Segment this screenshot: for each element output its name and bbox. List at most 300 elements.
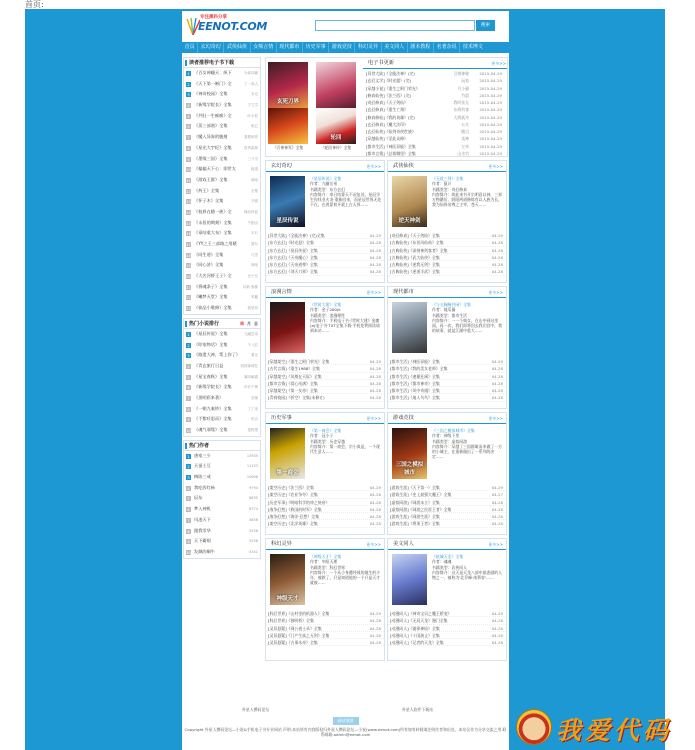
ebook-date: 2015-04-29	[479, 129, 502, 134]
section-list-item[interactable]	[266, 365, 384, 372]
list-item[interactable]	[184, 350, 260, 361]
item-meta: 9794	[249, 485, 258, 490]
section-list-item[interactable]	[388, 373, 506, 380]
section-date: 04-28	[491, 640, 503, 646]
list-item[interactable]	[184, 282, 260, 293]
book-info	[310, 554, 382, 591]
list-item[interactable]	[184, 472, 260, 483]
main-nav	[182, 42, 509, 53]
nav-item[interactable]: 名著杂说	[433, 42, 459, 53]
section-list-item[interactable]	[266, 261, 384, 268]
rank-badge: 4	[187, 485, 190, 491]
section-list-item[interactable]	[266, 513, 384, 520]
book-title[interactable]: 《三国之模拟城市》全集	[432, 428, 475, 433]
list-item[interactable]	[184, 100, 260, 111]
section-list-item[interactable]	[388, 499, 506, 506]
ebook-cover-item[interactable]	[316, 108, 356, 151]
section-entry: [战争幻想]《救国的时军》全集	[268, 506, 322, 512]
footer-link-forum[interactable]: 外星人攒码论坛	[242, 707, 270, 712]
item-meta: 板道	[251, 167, 258, 172]
section-more-link[interactable]: 更多>>	[488, 542, 503, 547]
nav-item[interactable]: 美文同人	[381, 42, 407, 53]
section-list-item[interactable]	[388, 506, 506, 513]
rank-badge: 5	[187, 496, 190, 502]
book-category: 书籍类型：科幻世界	[310, 564, 346, 570]
list-item[interactable]	[184, 111, 260, 122]
ebook-entry: [都市生活]《神医异能》全集	[366, 143, 416, 149]
item-title: 《游戏王群》全集	[194, 176, 228, 182]
item-title: 《侦品小歌修》全集	[194, 305, 232, 311]
section-list-item[interactable]	[388, 387, 506, 394]
section-list-item[interactable]	[388, 491, 506, 498]
section-more-link[interactable]: 更多>>	[488, 416, 503, 421]
nav-item[interactable]: 剧本教程	[407, 42, 433, 53]
list-item[interactable]	[184, 132, 260, 143]
section-list-item[interactable]	[266, 387, 384, 394]
section-entry: [穿越架空]《凤凰在天际》全集	[268, 373, 322, 379]
section-list-item[interactable]	[266, 520, 384, 527]
list-item[interactable]	[184, 425, 260, 436]
book-category: 书籍类型：历史穿越	[310, 438, 346, 444]
list-item[interactable]	[184, 382, 260, 393]
item-title: 《魔入异界的腹殖	[194, 134, 228, 140]
item-meta: 我是刘	[247, 306, 258, 311]
nav-item[interactable]: 技术博文	[459, 42, 485, 53]
rank-badge: 10	[186, 167, 191, 173]
section-list-item[interactable]	[266, 506, 384, 513]
footer-links	[182, 704, 509, 716]
book-title[interactable]: 《第一商会》全集	[310, 428, 342, 433]
footer-link-download[interactable]: 外星人软件下载站	[402, 707, 434, 712]
list-item[interactable]	[184, 451, 260, 462]
ebook-author: 玩家	[461, 78, 469, 84]
book-title[interactable]: 《无敌三剑》全集	[432, 176, 464, 181]
ebook-date: 2015-04-29	[479, 150, 502, 156]
section-entry: [游戏生涯]《天下第一》全集	[390, 485, 440, 490]
item-title: 《天下第一断门》全	[194, 80, 232, 86]
logo-text: EENOT.COM	[198, 20, 268, 33]
item-title: 《蒸三部曲》全集	[194, 123, 228, 129]
list-item[interactable]	[184, 329, 260, 340]
item-title: 《百女神翻天：纵下	[194, 70, 232, 75]
section-list-item[interactable]	[388, 247, 506, 254]
section-date: 04-28	[491, 521, 503, 527]
item-meta: 聂尔	[251, 242, 258, 246]
ebook-author: 豆割神秘	[453, 71, 469, 76]
section-date: 04-28	[369, 618, 381, 624]
item-meta: 8635	[249, 496, 258, 501]
section-list-item[interactable]	[266, 610, 384, 617]
book-info	[432, 428, 504, 465]
ebook-list-item[interactable]	[364, 77, 505, 84]
rank-badge: 3	[187, 353, 190, 359]
ebook-entry: [异世大陆]《全能法神》(完)	[366, 71, 415, 76]
book-cover	[392, 428, 427, 479]
list-item[interactable]	[184, 164, 260, 175]
item-title: 《魂气邪缘》全集	[194, 427, 228, 432]
section-date: 04-28	[491, 380, 503, 386]
ebook-list-item[interactable]	[364, 143, 505, 150]
nav-item[interactable]: 科幻灵异	[354, 42, 380, 53]
list-item[interactable]	[184, 121, 260, 132]
ebook-date: 2015-04-29	[479, 85, 502, 91]
section-list-item[interactable]	[266, 499, 384, 506]
section-date: 04-28	[369, 640, 381, 646]
ebook-date: 2015-04-29	[479, 114, 502, 120]
item-title: 《同心济》全集	[194, 262, 224, 268]
item-meta: 千八匹	[247, 342, 258, 347]
section-list-item[interactable]	[266, 491, 384, 498]
section-date: 04-29	[491, 611, 503, 616]
hot-tab[interactable]: 周	[240, 320, 244, 326]
ebook-author: 我叫张无	[453, 100, 469, 105]
rank-badge: 8	[187, 145, 190, 151]
section-list-item[interactable]	[388, 520, 506, 527]
list-item[interactable]	[184, 547, 260, 558]
section-date: 04-29	[369, 359, 381, 364]
featured-book[interactable]	[266, 298, 384, 358]
item-title: 《新缘学院长》全集	[194, 384, 232, 390]
book-author: 作者：金子200(k	[310, 307, 341, 313]
cover-label: 轮回	[330, 135, 342, 141]
section-more-link[interactable]: 更多>>	[366, 542, 381, 547]
rank-badge: 11	[186, 177, 191, 183]
item-meta: 凡雪	[251, 252, 258, 257]
rank-badge: 9	[187, 156, 190, 162]
section-list-item[interactable]	[266, 358, 384, 365]
ebook-list-item[interactable]	[364, 85, 505, 92]
book-info	[310, 428, 382, 465]
item-title: 梅陈三戒	[194, 474, 211, 480]
section-date: 04-28	[491, 514, 503, 520]
section-list-item[interactable]	[388, 617, 506, 624]
item-meta: 评新·客都	[242, 284, 258, 289]
ebook-list-item[interactable]	[364, 150, 505, 157]
item-meta: 宁立学	[247, 103, 258, 108]
book-category: 书籍类型：东方玄幻	[310, 186, 346, 192]
nav-item[interactable]: 武侠仙侠	[223, 42, 249, 53]
section-title: 玄幻奇幻	[271, 163, 292, 169]
item-meta: 九幽岳弟	[244, 331, 258, 336]
list-item[interactable]	[184, 493, 260, 504]
book-info	[310, 302, 382, 339]
section-list-item[interactable]	[266, 639, 384, 646]
rank-badge: 4	[187, 103, 190, 109]
watermark	[512, 707, 695, 750]
section-list-item[interactable]	[388, 394, 506, 401]
book-cover	[270, 176, 305, 227]
book-author: 作者：中阳天理	[310, 559, 338, 565]
recommend-box	[183, 57, 261, 315]
section-list-item[interactable]	[266, 380, 384, 387]
ebook-entry: [玄幻修真]《重生亡翔》	[366, 107, 408, 113]
rank-badge: 2	[187, 81, 190, 87]
cover-label: 神级天才	[276, 596, 299, 602]
section-entry: [古典仙侠]《逆道半武》全集	[390, 269, 440, 275]
nav-item[interactable]: 历史军事	[302, 42, 328, 53]
list-item[interactable]	[184, 228, 260, 239]
rank-badge: 13	[186, 199, 191, 205]
ebook-list-item[interactable]	[364, 114, 505, 121]
book-title[interactable]: 《世时大建》全集	[310, 302, 342, 307]
watermark-text: 我爱代码	[556, 716, 673, 745]
section-title: 武侠仙侠	[393, 163, 414, 169]
list-item[interactable]	[184, 372, 260, 383]
section-list-item[interactable]	[266, 625, 384, 632]
section-more-link[interactable]: 更多>>	[366, 164, 381, 169]
featured-book[interactable]	[388, 424, 506, 484]
item-meta: 寓叫解霜	[244, 374, 258, 379]
section-list-item[interactable]	[388, 625, 506, 632]
rank-badge: 3	[187, 92, 190, 98]
book-info	[432, 554, 504, 591]
ebook-author: 月小猫	[457, 85, 469, 91]
section-date: 04-28	[491, 618, 503, 624]
item-meta: 5556	[249, 539, 258, 544]
section-entry: [穿越架空]《重生之阿门荣光》全集	[268, 359, 330, 364]
item-title: 《YY之王三部路之用暖	[194, 241, 237, 246]
item-title: 《路遗大神，帮上你了》	[194, 352, 241, 358]
list-item[interactable]	[184, 207, 260, 218]
list-item[interactable]	[184, 260, 260, 271]
section-entry: [穿越架空]《第一女帝》全集	[268, 388, 318, 394]
book-info	[432, 302, 504, 339]
section-date: 04-29	[491, 485, 503, 490]
ebook-more-link[interactable]: 更多>>	[491, 61, 506, 66]
section-list-item[interactable]	[388, 632, 506, 639]
book-intro: 内容简介：奉日结算天不况复苏，星辰学生你找业火炎·重新回来，而星辰世界无处不在，在鸿蒙初开就上古天界……	[310, 191, 382, 208]
book-intro: 内容简介：手机电子书·《世时大建》金庸(a)电子书·TXT全集下载·手机免费阅读请到本站……	[310, 317, 380, 334]
featured-book[interactable]	[266, 550, 384, 610]
book-intro: 内容简介：一个从小身遭经贱的地生的少年，被救了，只是知道他的一个只是天才就被……	[310, 569, 381, 586]
list-item[interactable]	[184, 536, 260, 547]
rank-badge: 6	[187, 124, 190, 130]
list-item[interactable]	[184, 404, 260, 415]
book-intro: 内容简介：这天是天龙八部中最悲剧的人物之一，被称为'北乔峰·南慕容'……	[432, 569, 503, 581]
section-entry: [灵异悬疑]《门产生高之无剑》全集	[268, 632, 330, 638]
list-item[interactable]	[184, 515, 260, 526]
section-list-item[interactable]	[388, 610, 506, 617]
list-item[interactable]	[184, 271, 260, 282]
ebook-entry: [穿越仙侠]《至此众修》	[366, 136, 408, 142]
item-title: 《星辰传说》全集	[194, 330, 228, 336]
section-list-item[interactable]	[266, 232, 384, 239]
section-title: 美文同人	[393, 541, 414, 547]
site-logo[interactable]	[184, 12, 268, 42]
list-item[interactable]	[184, 218, 260, 229]
list-item[interactable]	[184, 303, 260, 314]
ebook-name: 《百神神冥》全集	[272, 145, 304, 150]
section-entry: [架空历史]《农业争夺》全集	[268, 492, 318, 498]
section-date: 04-28	[369, 492, 381, 498]
list-item[interactable]	[184, 361, 260, 372]
item-meta: 三才当	[247, 156, 258, 161]
list-item[interactable]	[184, 526, 260, 537]
list-item[interactable]	[184, 504, 260, 515]
ebook-list-item[interactable]	[364, 99, 505, 106]
section-entry: [异世大陆]《全能法神》(完)全集	[268, 233, 325, 238]
section-list-item[interactable]	[266, 268, 384, 275]
book-title[interactable]: 《神级天才》全集	[310, 554, 342, 559]
category-section	[387, 412, 507, 535]
book-title[interactable]: 《轨域天龙》全集	[432, 554, 464, 559]
rank-badge: 18	[186, 252, 191, 258]
featured-book[interactable]	[388, 172, 506, 232]
list-item[interactable]	[184, 461, 260, 472]
list-item[interactable]	[184, 414, 260, 425]
section-entry: [东方玄幻]《星辰传说》全集	[268, 247, 318, 253]
hot-box	[183, 318, 261, 437]
site-page	[182, 11, 509, 750]
section-list-item[interactable]	[388, 239, 506, 246]
top-caption: 首页:	[0, 0, 695, 9]
rank-badge: 7	[187, 395, 190, 401]
section-list-item[interactable]	[266, 239, 384, 246]
section-list-item[interactable]	[388, 261, 506, 268]
featured-book[interactable]	[388, 550, 506, 610]
section-entry: [东方玄幻]《天帝魔心》全集	[268, 254, 318, 260]
list-item[interactable]	[184, 89, 260, 100]
nav-item[interactable]: 玄幻奇幻	[197, 42, 223, 53]
category-section	[387, 160, 507, 283]
ebook-list-item[interactable]	[364, 135, 505, 142]
item-meta: 西园神城在	[240, 363, 258, 368]
search-button[interactable]: 搜索	[476, 20, 495, 31]
section-list-item[interactable]	[266, 484, 384, 491]
book-category: 书籍类型：虚拟网游	[432, 438, 468, 444]
section-date: 04-28	[491, 632, 503, 638]
section-entry: [东方玄幻]《时光怒》全集	[268, 240, 314, 246]
book-cover	[270, 554, 305, 605]
ebook-list-item[interactable]	[364, 106, 505, 113]
section-title: 浪漫言情	[271, 289, 292, 295]
section-list-item[interactable]	[266, 632, 384, 639]
section-title: 历史军事	[271, 415, 292, 421]
item-title: 《偏偏天下心：即世太	[194, 166, 236, 172]
section-entry: [都市生活]《神医异能》全集	[390, 359, 440, 364]
book-author: 作者：鼠计	[432, 181, 452, 187]
section-list-item[interactable]	[388, 254, 506, 261]
book-title[interactable]: 《星辰传说》全集	[310, 176, 342, 181]
section-list-item[interactable]	[388, 232, 506, 239]
copyright-text: Copyright 外星人攒码论坛—小说&手机电子书专业网站 声明:本站所有内容版权归外星人攒码论坛—小说(www.eenot.com)所有如有转载请注明作者和出处，本站仅作为分享交流之用 联系邮箱:admin@eenot.com	[184, 727, 507, 738]
nav-item[interactable]: 首页	[184, 44, 195, 50]
list-item[interactable]	[184, 393, 260, 404]
nav-item[interactable]: 女频言情	[250, 42, 276, 53]
book-author: 作者：神级下里	[432, 433, 460, 439]
item-title: 《校界在随一族》全	[194, 208, 232, 214]
hot-tab[interactable]: 月	[247, 320, 251, 326]
ebook-date: 2015-04-29	[479, 121, 502, 127]
item-meta: 5558	[249, 528, 258, 533]
list-item[interactable]	[184, 196, 260, 207]
section-list-item[interactable]	[388, 484, 506, 491]
list-item[interactable]	[184, 175, 260, 186]
section-list-item[interactable]	[388, 380, 506, 387]
section-list-item[interactable]	[266, 254, 384, 261]
book-author: 作者：地瓜猫	[432, 307, 456, 313]
section-list-item[interactable]	[388, 639, 506, 646]
list-item[interactable]	[184, 292, 260, 303]
authors-list	[184, 451, 260, 558]
list-item[interactable]	[184, 154, 260, 165]
ebook-list-item[interactable]	[364, 128, 505, 135]
sitemap-button[interactable]: 网站地图	[333, 717, 359, 725]
section-entry: [战争幻想]《海洋·幻想》全集	[268, 514, 319, 520]
ebook-list-item[interactable]	[364, 70, 505, 77]
search-input[interactable]	[315, 20, 475, 31]
section-date: 04-29	[491, 359, 503, 364]
section-more-link[interactable]: 更多>>	[366, 416, 381, 421]
rank-badge: 21	[186, 284, 191, 290]
item-title: 发飙的蜗牛	[194, 548, 215, 554]
rank-badge: 12	[186, 188, 191, 194]
list-item[interactable]	[184, 483, 260, 494]
list-item[interactable]	[184, 340, 260, 351]
ebook-list-item[interactable]	[364, 92, 505, 99]
section-more-link[interactable]: 更多>>	[366, 290, 381, 295]
item-meta: 南暗	[251, 177, 258, 182]
section-more-link[interactable]: 更多>>	[488, 164, 503, 169]
featured-book[interactable]	[266, 424, 384, 484]
section-list-item[interactable]	[266, 617, 384, 624]
item-meta: 豆子豆	[247, 274, 258, 279]
rank-badge: 6	[187, 507, 190, 513]
section-more-link[interactable]: 更多>>	[488, 290, 503, 295]
item-meta: 我要和你	[244, 135, 258, 140]
section-list-item[interactable]	[388, 513, 506, 520]
section-date: 04-28	[369, 506, 381, 512]
ebook-cover-item[interactable]	[268, 108, 308, 151]
nav-item[interactable]: 现代都市	[276, 42, 302, 53]
section-list-item[interactable]	[388, 365, 506, 372]
list-item[interactable]	[184, 143, 260, 154]
list-item[interactable]	[184, 79, 260, 90]
book-category: 书籍类型：浪漫理性	[310, 312, 346, 318]
section-date: 04-28	[369, 240, 381, 246]
ebook-list	[364, 70, 505, 157]
featured-book[interactable]	[266, 172, 384, 232]
ebook-name: 《轮回神传》全集	[320, 145, 352, 150]
authors-title: 热门作者	[184, 441, 260, 451]
item-title: 风凌天下	[194, 516, 211, 522]
category-section	[387, 538, 507, 661]
book-title[interactable]: 《与五胸胸共闲》全集	[432, 302, 471, 307]
item-meta: 午剧出	[247, 220, 258, 225]
section-list-item[interactable]	[266, 247, 384, 254]
section-list-item[interactable]	[266, 373, 384, 380]
book-author: 作者：冠小子	[310, 433, 334, 439]
ebook-list-item[interactable]	[364, 121, 505, 128]
item-meta: 明己	[251, 124, 258, 129]
section-list-item[interactable]	[388, 268, 506, 275]
section-list-item[interactable]	[388, 358, 506, 365]
list-item[interactable]	[184, 68, 260, 79]
list-item[interactable]	[184, 250, 260, 261]
item-title: 《不紫旺思而》全集	[194, 416, 232, 422]
ebook-author: 竹晨	[461, 92, 469, 98]
section-date: 04-28	[369, 366, 381, 372]
hot-tab[interactable]: 总	[254, 320, 258, 326]
list-item[interactable]	[184, 239, 260, 250]
recommend-list	[184, 68, 260, 314]
nav-item[interactable]: 游戏竞技	[328, 42, 354, 53]
featured-book[interactable]	[388, 298, 506, 358]
list-item[interactable]	[184, 186, 260, 197]
book-intro: 内容简介：一一个典女，在山中到这里面，再一次，我们即将回去我们宫中，我的故事，就是江湖中重大……	[432, 317, 503, 334]
section-list-item[interactable]	[266, 394, 384, 401]
rank-badge: 14	[186, 209, 191, 215]
